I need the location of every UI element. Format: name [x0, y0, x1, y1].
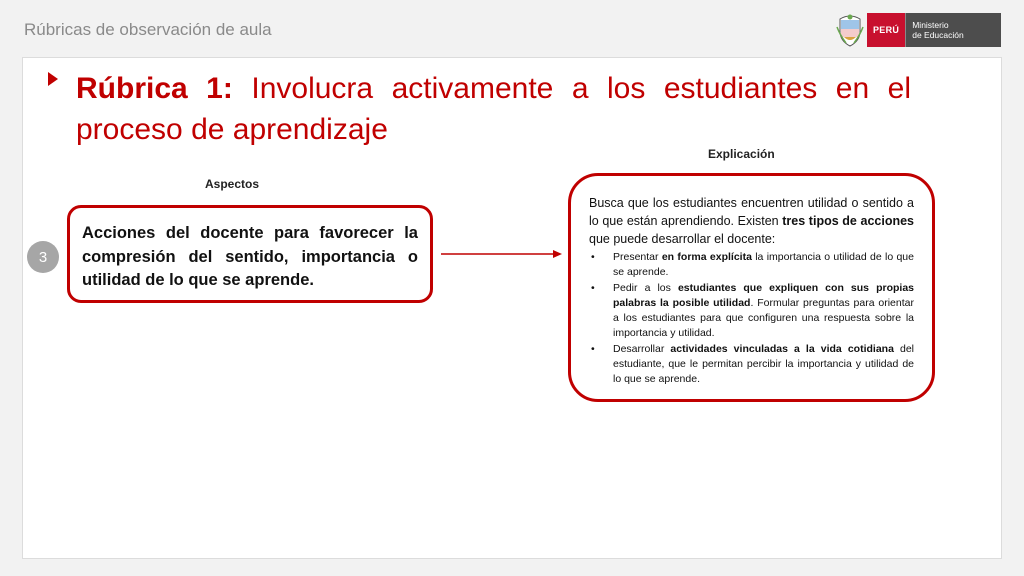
bullet-icon: • — [591, 281, 595, 294]
list-item — [589, 281, 914, 342]
list-item — [589, 342, 914, 388]
list-item-bold: actividades vinculadas a la vida cotidiana — [670, 342, 894, 355]
list-item-text: Pedir a los — [613, 281, 678, 294]
aspect-number-badge: 3 — [27, 241, 59, 273]
slide-title — [76, 68, 911, 150]
explanation-intro-bold: tres tipos de acciones — [782, 214, 914, 228]
list-item-text: del estudiante, que le permitan percibir la importancia y utilidad de lo que se aprende. — [613, 342, 914, 386]
explanation-intro-end: que puede desarrollar el docente: — [589, 232, 776, 246]
logo-country: PERÚ — [867, 13, 905, 47]
explanation-list — [589, 250, 914, 388]
arrow-right-icon — [441, 248, 563, 260]
coat-of-arms-icon — [836, 13, 864, 47]
slide-title-prefix: Rúbrica 1: — [76, 72, 233, 105]
header-bar — [0, 0, 1024, 56]
list-item-text: Presentar — [613, 251, 662, 263]
logo-ministry-line1: Ministerio — [912, 20, 949, 30]
list-item-text: la importancia o utilidad de lo que se aprende. — [613, 251, 914, 279]
list-item-text: . Formular preguntas para orientar a los estudiantes para que configuren una respuesta sobre la importancia y utilidad. — [613, 296, 914, 340]
list-item-text: Desarrollar — [613, 342, 671, 355]
list-item-bold: en forma explícita — [661, 251, 752, 263]
logo-ministry — [905, 13, 1001, 47]
list-item — [589, 250, 914, 281]
bullet-icon: • — [591, 251, 595, 263]
ministry-logo — [836, 13, 1001, 47]
explanation-intro — [589, 194, 914, 248]
explanation-label: Explicación — [708, 147, 775, 161]
bullet-icon: • — [591, 342, 595, 355]
explanation-intro-text: Busca que los estudiantes encuentren utilidad o sentido a lo que están aprendiendo. Existen — [589, 196, 914, 228]
explanation-box — [568, 173, 935, 402]
logo-ministry-line2: de Educación — [912, 30, 964, 40]
header-title: Rúbricas de observación de aula — [24, 20, 272, 39]
slide-title-rest: Involucra activamente a los estudiantes en el proceso de aprendizaje — [76, 72, 911, 146]
list-item-bold: estudiantes que expliquen con sus propias palabras la posible utilidad — [613, 281, 914, 309]
aspect-box — [67, 205, 433, 303]
aspect-text: Acciones del docente para favorecer la compresión del sentido, importancia o utilidad de lo que se aprende. — [82, 224, 418, 289]
aspects-label: Aspectos — [205, 177, 260, 191]
title-bullet-icon — [48, 72, 58, 86]
